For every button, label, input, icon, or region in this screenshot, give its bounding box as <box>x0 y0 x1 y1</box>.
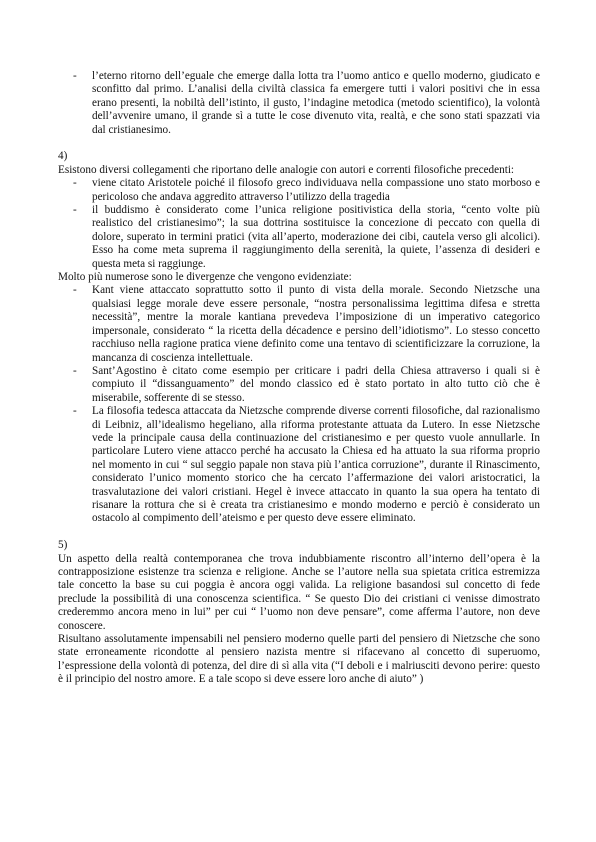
paragraph-gap <box>58 526 540 539</box>
list-item-text: La filosofia tedesca attaccata da Nietzsche comprende diverse correnti filosofiche, dal razionalismo di Leibniz, all’idealismo hegeliano, alla riforma protestante attuata da Lutero. In esse Nietzsche vede la principale causa della continuazione del cristianesimo e per questo vuole annullarle. In particolare Lutero viene attacco perché ha accusato la Chiesa ed ha attuato la sua riforma proprio nel momento in cui “ sul seggio papale non stava più l’antica corruzione”, durante il Rinascimento, considerato l’unico momento storico che ha cercato l’affermazione dei valori aristocratici, la trasvalutazione dei valori cristiani. Hegel è invece attaccato in quanto la sua opera ha tentato di risanare la rottura che si è creata tra cristianesimo e mondo moderno e perciò è considerato un ostacolo al compimento dell’ateismo e per questo deve essere eliminato. <box>92 405 540 525</box>
list-dash: - <box>73 364 77 377</box>
list-dash: - <box>73 70 77 82</box>
document-body <box>58 70 540 687</box>
section-intro: Molto più numerose sono le divergenze che vengono evidenziate: <box>58 271 352 284</box>
list-item-text: Kant viene attaccato soprattutto sotto il punto di vista della morale. Secondo Nietzsche una qualsiasi legge morale deve essere personale, “nostra personalissima legittima difesa e stretta necessità”, mentre la morale kantiana prevedeva l’imposizione di un imperativo categorico impersonale, considerato “ la ricetta della décadence e persino dell’idiotismo”. Lo stesso concetto racchiuso nella ragione pratica viene definito come una tentavo di scientificizzare la corruzione, la mancanza di coscienza intellettuale. <box>92 284 540 364</box>
section-number: 4) <box>58 150 68 163</box>
list-dash: - <box>73 284 77 297</box>
paragraph-gap <box>58 137 540 150</box>
list-item-text: Sant’Agostino è citato come esempio per criticare i padri della Chiesa attraverso i quali si è compiuto il “dissanguamento” del mondo classico ed è stato portato in alto tutto ciò che è miserabile, sofferente di se stesso. <box>92 364 540 404</box>
body-paragraph: Un aspetto della realtà contemporanea che trova indubbiamente riscontro all’interno dell’opera è la contrapposizione esistenze tra scienza e religione. Anche se l’autore nella sua spietata critica estremizza tale concetto la base su cui poggia è ancora oggi valida. La religione basandosi sul concetto di fede preclude la possibilità di una conoscenza scientifica. “ Se questo Dio dei cristiani ci venisse dimostrato crederemmo ancora meno in lui” per cui “ l’uomo non deve pensare”, come afferma l’autore, non deve conoscere. <box>58 552 540 632</box>
list-item <box>58 405 540 526</box>
list-item-text: viene citato Aristotele poiché il filosofo greco individuava nella compassione uno stato morboso e pericoloso che andava aggredito attraverso l’utilizzo della tragedia <box>92 177 540 203</box>
list-dash: - <box>73 405 77 418</box>
list-item <box>58 70 540 137</box>
list-item <box>58 365 540 405</box>
list-item <box>58 177 540 204</box>
section-intro: Esistono diversi collegamenti che riportano delle analogie con autori e correnti filosofiche precedenti: <box>58 163 515 176</box>
section-number: 5) <box>58 539 68 552</box>
list-item-text: l’eterno ritorno dell’eguale che emerge dalla lotta tra l’uomo antico e quello moderno, giudicato e sconfitto dal primo. L’analisi della civiltà classica fa emergere tutti i valori positivi che in essa erano presenti, la nobiltà dell’istinto, il gusto, l’indagine metodica (metodo scientifico), la volontà dell’avvenire umano, il grande sì a tutte le cose divenuto vita, realtà, e che sono stati spazzati via dal cristianesimo. <box>92 70 540 136</box>
list-item <box>58 204 540 271</box>
list-item <box>58 284 540 364</box>
body-paragraph: Risultano assolutamente impensabili nel pensiero moderno quelle parti del pensiero di Nietzsche che sono state erroneamente ricondotte al pensiero nazista mentre si rifacevano al concetto di superuomo, l’espressione della volontà di potenza, del dire di sì alla vita (“I deboli e i malriusciti devono perire: questo è il principio del nostro amore. E a tale scopo si deve essere loro anche di aiuto” ) <box>58 633 540 686</box>
list-dash: - <box>73 177 77 190</box>
list-item-text: il buddismo è considerato come l’unica religione positivistica della storia, “cento volte più realistico del cristianesimo”; la sua dottrina sostituisce la concezione di peccato con quella di dolore, superato in termini pratici (vita all’aperto, moderazione dei cibi, cautela verso gli alcolici). Esso ha come meta suprema il raggiungimento della serenità, la quiete, l’assenza di desideri e questa meta si raggiunge. <box>92 204 540 270</box>
list-dash: - <box>73 204 77 217</box>
